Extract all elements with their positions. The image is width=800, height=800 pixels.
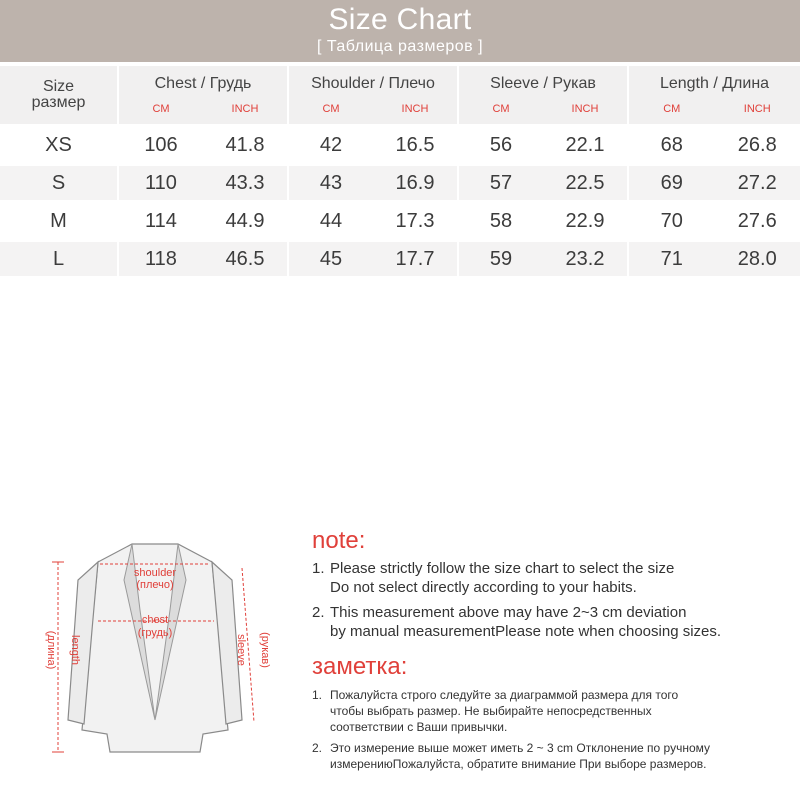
length-column-header [629, 66, 800, 124]
note-title-ru: заметка: [312, 653, 408, 680]
value-cm: 59 [489, 248, 513, 270]
length-cell [629, 204, 800, 238]
note-list-ru [312, 687, 792, 772]
value-inch: 46.5 [225, 248, 265, 270]
column-label: Chest / Грудь [154, 75, 252, 92]
table-row [0, 242, 800, 276]
value-cm: 69 [660, 172, 683, 194]
note-line: Пожалуйста строго следуйте за диаграммой размера для того [330, 688, 679, 702]
unit-cm: CM [492, 103, 510, 115]
note-number: 2. [312, 741, 323, 755]
value-cm: 70 [660, 210, 683, 232]
chest-label-ru: (грудь) [137, 627, 173, 639]
value-cm: 43 [319, 172, 343, 194]
value-inch: 43.3 [225, 172, 265, 194]
table-row [0, 128, 800, 162]
length-cell [629, 128, 800, 162]
value-inch: 26.8 [737, 134, 777, 156]
chest-cell [119, 204, 287, 238]
notes-section [312, 527, 792, 777]
note-line: Please strictly follow the size chart to select the size [330, 560, 675, 577]
note-list [312, 559, 792, 641]
value-cm: 114 [145, 210, 177, 232]
note-line: измерениюПожалуйста, обратите внимание При выборе размеров. [330, 757, 707, 771]
value-inch: 22.9 [565, 210, 605, 232]
value-cm: 68 [660, 134, 683, 156]
value-cm: 71 [660, 248, 683, 270]
jacket-measurement-figure [28, 520, 278, 770]
shoulder-cell [289, 242, 457, 276]
value-cm: 57 [489, 172, 513, 194]
unit-cm: CM [322, 103, 340, 115]
note-line: соответствии с Ваши привычки. [330, 720, 508, 734]
sleeve-cell [459, 242, 627, 276]
sleeve-column-header [459, 66, 627, 124]
size-column-header [0, 66, 117, 124]
shoulder-column-header [289, 66, 457, 124]
unit-inch: INCH [571, 103, 599, 115]
column-label: Shoulder / Плечо [311, 75, 435, 92]
table-row [0, 166, 800, 200]
value-inch: 22.5 [565, 172, 605, 194]
jacket-illustration [28, 520, 278, 770]
note-title: note: [312, 527, 366, 554]
size-cell: XS [45, 134, 72, 156]
note-line: by manual measurementPlease note when choosing sizes. [330, 623, 722, 640]
unit-cm: CM [663, 103, 681, 115]
size-chart-header [0, 0, 800, 62]
length-cell [629, 242, 800, 276]
value-inch: 27.6 [737, 210, 777, 232]
size-cell: S [0, 166, 117, 200]
note-item-ru [312, 740, 792, 772]
note-number: 2. [312, 604, 325, 621]
value-inch: 17.7 [395, 248, 435, 270]
size-table [0, 66, 800, 276]
column-label: Length / Длина [659, 75, 770, 92]
note-line: Это измерение выше может иметь 2 ~ 3 cm Отклонение по ручному [330, 741, 711, 755]
unit-inch: INCH [401, 103, 429, 115]
unit-inch: INCH [231, 103, 259, 115]
length-label-ru: (длина) [45, 630, 57, 670]
size-header-label: Size [42, 78, 75, 95]
value-inch: 16.5 [395, 134, 435, 156]
value-cm: 56 [489, 134, 513, 156]
value-cm: 110 [145, 172, 177, 194]
note-line: Do not select directly according to your habits. [330, 579, 637, 596]
unit-cm: CM [152, 103, 170, 115]
value-inch: 44.9 [225, 210, 265, 232]
note-item [312, 603, 792, 641]
length-label: length [69, 635, 81, 665]
header-title: Size Chart [328, 3, 472, 36]
size-cell: L [0, 242, 117, 276]
shoulder-cell [289, 204, 457, 238]
value-cm: 58 [489, 210, 513, 232]
value-inch: 16.9 [395, 172, 435, 194]
value-cm: 106 [144, 134, 178, 156]
sleeve-cell [459, 128, 627, 162]
column-label: Sleeve / Рукав [490, 75, 596, 92]
value-inch: 28.0 [737, 248, 777, 270]
chest-cell [119, 128, 287, 162]
chest-column-header [119, 66, 287, 124]
sleeve-label: sleeve [235, 634, 247, 666]
value-cm: 42 [319, 134, 343, 156]
note-number: 1. [312, 688, 323, 702]
note-number: 1. [312, 560, 325, 577]
chest-cell [119, 242, 287, 276]
header-subtitle: [ Таблица размеров ] [316, 38, 484, 55]
value-inch: 27.2 [737, 172, 777, 194]
shoulder-cell [289, 128, 457, 162]
value-cm: 44 [319, 210, 343, 232]
value-inch: 23.2 [565, 248, 605, 270]
value-inch: 17.3 [395, 210, 435, 232]
shoulder-label-ru: (плечо) [136, 579, 174, 591]
shoulder-cell [289, 166, 457, 200]
value-inch: 41.8 [225, 134, 265, 156]
size-header-label-ru: размер [31, 94, 86, 111]
note-item [312, 559, 792, 597]
value-cm: 45 [319, 248, 343, 270]
chest-cell [119, 166, 287, 200]
sleeve-cell [459, 166, 627, 200]
value-cm: 118 [145, 248, 177, 270]
note-line: This measurement above may have 2~3 cm deviation [330, 604, 687, 621]
table-header-row [0, 66, 800, 124]
value-inch: 22.1 [565, 134, 605, 156]
table-row [0, 204, 800, 238]
size-cell: M [50, 210, 67, 232]
chest-label: chest [141, 614, 169, 626]
note-line: чтобы выбрать размер. Не выбирайте непосредственных [330, 704, 652, 718]
shoulder-label: shoulder [133, 567, 177, 579]
note-item-ru [312, 687, 792, 735]
sleeve-label-ru: (рукав) [259, 632, 271, 668]
unit-inch: INCH [743, 103, 771, 115]
sleeve-cell [459, 204, 627, 238]
length-cell [629, 166, 800, 200]
